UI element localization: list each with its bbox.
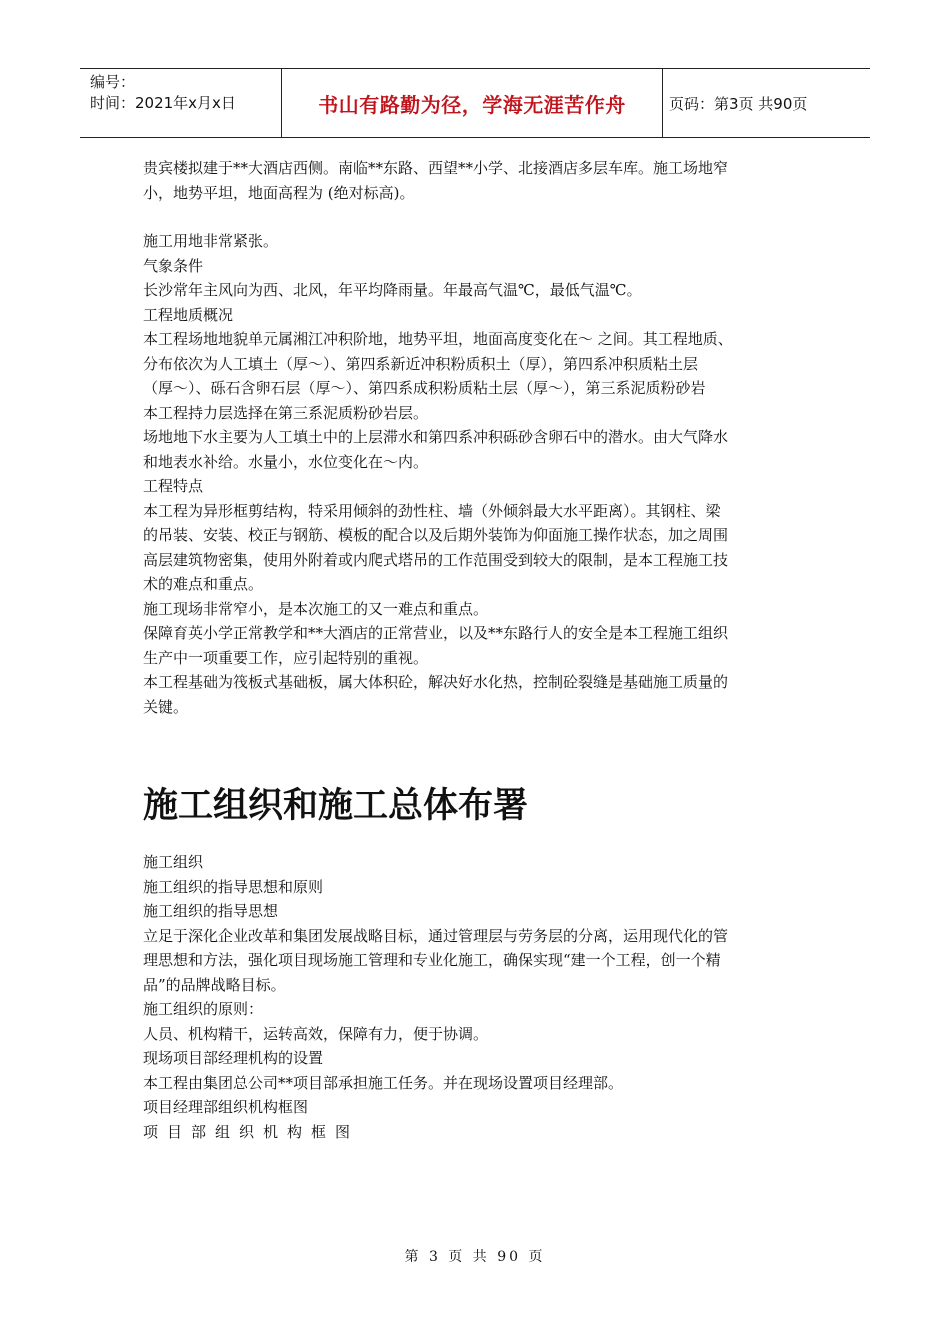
paragraph-gap xyxy=(143,205,823,229)
paragraph-line: 品”的品牌战略目标。 xyxy=(143,975,286,994)
paragraph-line: 贵宾楼拟建于**大酒店西侧。南临**东路、西望**小学、北接酒店多层车库。施工场地窄 xyxy=(143,159,729,177)
page-header xyxy=(80,68,870,138)
paragraph-line: 施工现场非常窄小，是本次施工的又一难点和重点。 xyxy=(143,599,489,618)
paragraph-line: 保障育英小学正常教学和**大酒店的正常营业，以及**东路行人的安全是本工程施工组织 xyxy=(143,624,729,642)
page-footer: 第 3 页 共 90 页 xyxy=(404,1249,546,1265)
paragraph-line: 关键。 xyxy=(143,697,189,716)
paragraph-line: 本工程场地地貌单元属湘江冲积阶地，地势平坦，地面高度变化在～ 之间。其工程地质、 xyxy=(143,330,733,348)
body-text-block-1 xyxy=(143,156,823,719)
paragraph-line: 高层建筑物密集，使用外附着或内爬式塔吊的工作范围受到较大的限制，是本工程施工技 xyxy=(143,550,729,569)
subheading: 施工组织的指导思想 xyxy=(143,902,279,920)
header-motto: 书山有路勤为径，学海无涯苦作舟 xyxy=(282,69,663,137)
subheading: 项目经理部组织机构框图 xyxy=(143,1098,309,1116)
paragraph-line: 生产中一项重要工作，应引起特别的重视。 xyxy=(143,648,429,667)
subheading: 施工组织的原则： xyxy=(143,1000,264,1018)
paragraph-line: 小，地势平坦，地面高程为 (绝对标高)。 xyxy=(143,183,415,202)
diagram-caption: 项目部组织机构框图 xyxy=(143,1122,360,1141)
paragraph-line: 人员、机构精干，运转高效，保障有力，便于协调。 xyxy=(143,1024,489,1043)
paragraph-line: 长沙常年主风向为西、北风，年平均降雨量。年最高气温℃，最低气温℃。 xyxy=(143,281,642,299)
section-title: 施工组织和施工总体布署 xyxy=(143,786,529,826)
paragraph-line: 术的难点和重点。 xyxy=(143,575,264,593)
paragraph-line: 本工程持力层选择在第三系泥质粉砂岩层。 xyxy=(143,403,429,422)
paragraph-line: 的吊装、安装、校正与钢筋、模板的配合以及后期外装饰为仰面施工操作状态，加之周围 xyxy=(143,526,729,544)
header-page-info: 页码：第3页 共90页 xyxy=(669,94,808,113)
time-label: 时间：2021年x月x日 xyxy=(90,94,236,112)
number-label: 编号： xyxy=(90,73,136,91)
paragraph-line: 场地地下水主要为人工填土中的上层滞水和第四系冲积砾砂含卵石中的潜水。由大气降水 xyxy=(143,428,729,446)
body-text-block-2 xyxy=(143,850,823,1144)
subheading-geology: 工程地质概况 xyxy=(143,305,234,324)
subheading: 施工组织的指导思想和原则 xyxy=(143,877,324,896)
subheading-weather: 气象条件 xyxy=(143,256,204,275)
subheading-features: 工程特点 xyxy=(143,477,204,495)
paragraph-line: 立足于深化企业改革和集团发展战略目标，通过管理层与劳务层的分离，运用现代化的管 xyxy=(143,926,729,945)
paragraph-line: 施工用地非常紧张。 xyxy=(143,232,279,250)
subheading: 施工组织 xyxy=(143,853,204,871)
paragraph-line: 分布依次为人工填土（厚～）、第四系新近冲积粉质积土（厚），第四系冲积质粘土层 xyxy=(143,354,699,373)
paragraph-line: （厚～）、砾石含卵石层（厚～）、第四系成积粉质粘土层（厚～），第三系泥质粉砂岩 xyxy=(143,379,706,397)
subheading: 现场项目部经理机构的设置 xyxy=(143,1049,324,1067)
header-meta-cell xyxy=(80,69,282,137)
paragraph-line: 本工程基础为筏板式基础板，属大体积砼，解决好水化热，控制砼裂缝是基础施工质量的 xyxy=(143,673,729,691)
paragraph-line: 和地表水补给。水量小，水位变化在～内。 xyxy=(143,452,429,471)
paragraph-line: 理思想和方法，强化项目现场施工管理和专业化施工，确保实现“建一个工程，创一个精 xyxy=(143,951,721,969)
paragraph-line: 本工程为异形框剪结构，特采用倾斜的劲性柱、墙（外倾斜最大水平距离）。其钢柱、梁 xyxy=(143,501,721,520)
paragraph-line: 本工程由集团总公司**项目部承担施工任务。并在现场设置项目经理部。 xyxy=(143,1073,624,1092)
